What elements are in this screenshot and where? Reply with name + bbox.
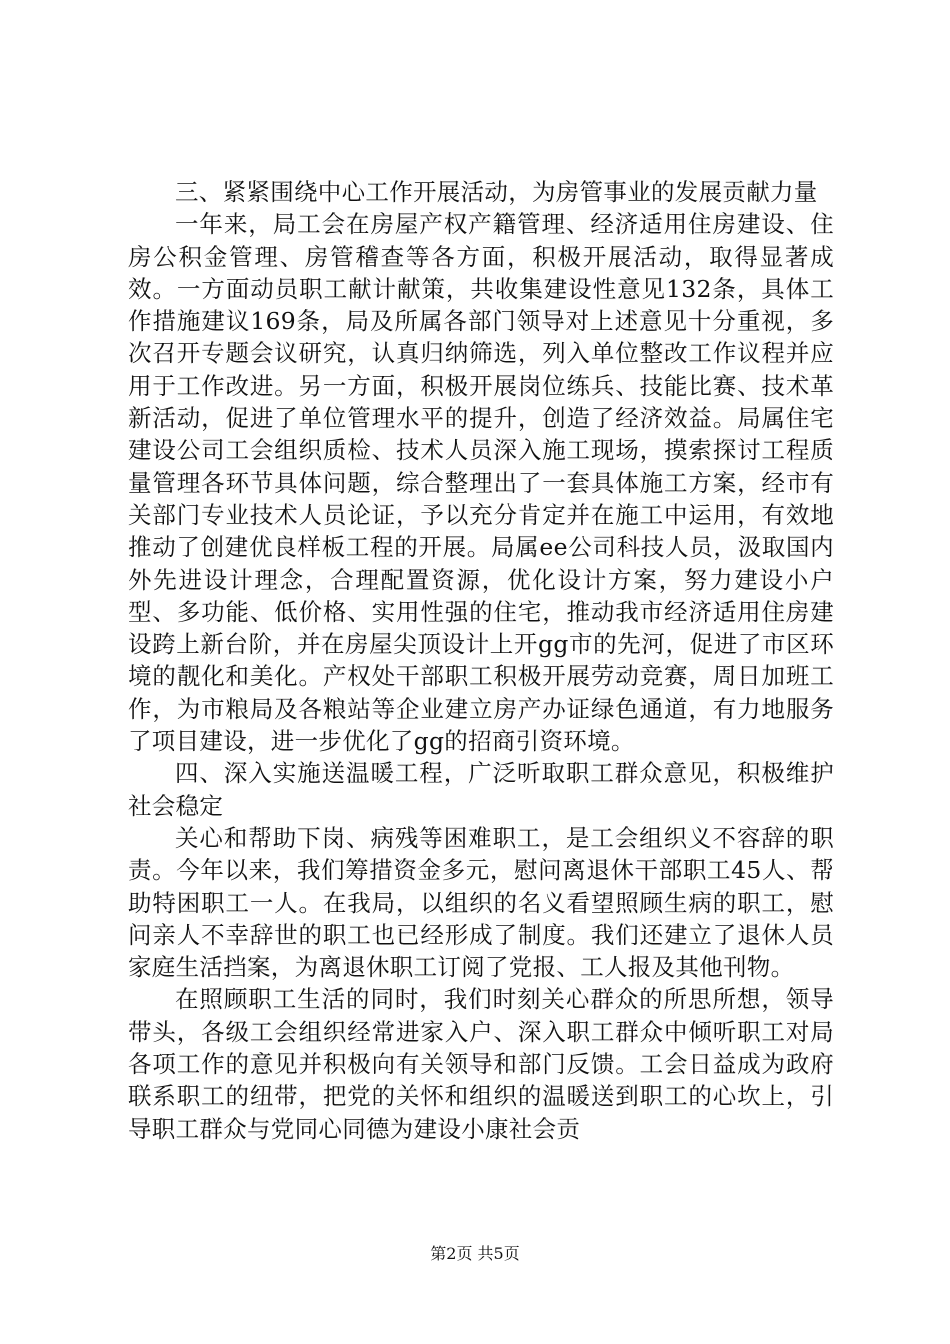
- page-number-label: 第2页 共5页: [430, 1244, 520, 1263]
- document-body: [128, 176, 834, 1145]
- body-paragraph: 一年来，局工会在房屋产权产籍管理、经济适用住房建设、住房公积金管理、房管稽查等各方面，积极开展活动，取得显著成效。一方面动员职工献计献策，共收集建设性意见132条，具体工作措施建议169条，局及所属各部门领导对上述意见十分重视，多次召开专题会议研究，认真归纳筛选，列入单位整改工作议程并应用于工作改进。另一方面，积极开展岗位练兵、技能比赛、技术革新活动，促进了单位管理水平的提升，创造了经济效益。局属住宅建设公司工会组织质检、技术人员深入施工现场，摸索探讨工程质量管理各环节具体问题，综合整理出了一套具体施工方案，经市有关部门专业技术人员论证，予以充分肯定并在施工中运用，有效地推动了创建优良样板工程的开展。局属ee公司科技人员，汲取国内外先进设计理念，合理配置资源，优化设计方案，努力建设小户型、多功能、低价格、实用性强的住宅，推动我市经济适用住房建设跨上新台阶，并在房屋尖顶设计上开gg市的先河，促进了市区环境的靓化和美化。产权处干部职工积极开展劳动竞赛，周日加班工作，为市粮局及各粮站等企业建立房产办证绿色通道，有力地服务了项目建设，进一步优化了gg的招商引资环境。: [128, 210, 834, 756]
- section-heading-four: 四、深入实施送温暖工程，广泛听取职工群众意见，积极维护社会稳定: [128, 759, 834, 820]
- page-footer: [0, 1244, 950, 1264]
- section-heading-three: 三、紧紧围绕中心工作开展活动，为房管事业的发展贡献力量: [175, 178, 818, 206]
- body-paragraph: 关心和帮助下岗、病残等困难职工，是工会组织义不容辞的职责。今年以来，我们筹措资金多元，慰问离退休干部职工45人、帮助特困职工一人。在我局，以组织的名义看望照顾生病的职工，慰问亲人不幸辞世的职工也已经形成了制度。我们还建立了退休人员家庭生活挡案，为离退休职工订阅了党报、工人报及其他刊物。: [128, 823, 834, 982]
- body-paragraph: 在照顾职工生活的同时，我们时刻关心群众的所思所想，领导带头，各级工会组织经常进家入户、深入职工群众中倾听职工对局各项工作的意见并积极向有关领导和部门反馈。工会日益成为政府联系职工的纽带，把党的关怀和组织的温暖送到职工的心坎上，引导职工群众与党同心同德为建设小康社会贡: [128, 985, 834, 1143]
